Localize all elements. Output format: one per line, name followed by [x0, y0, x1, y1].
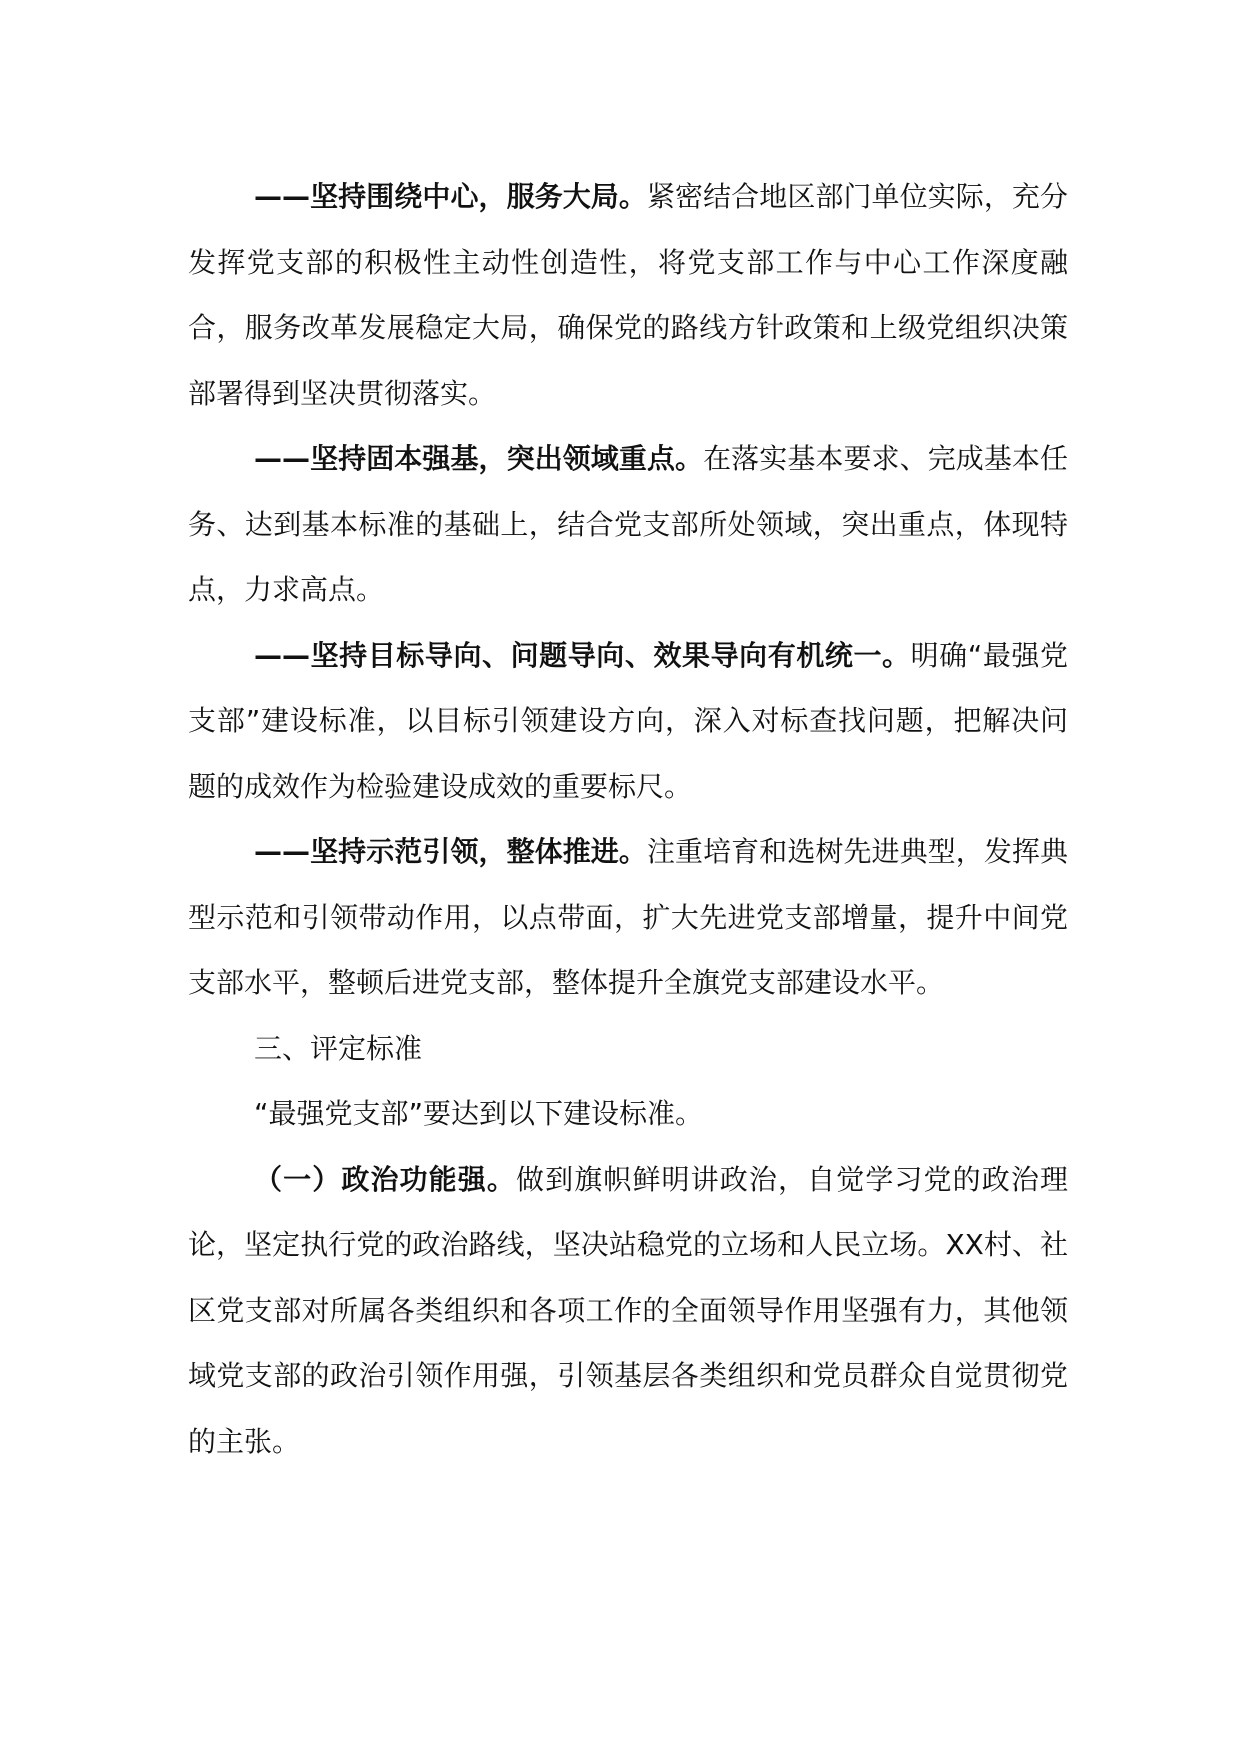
section-heading: 三、评定标准	[254, 1031, 423, 1065]
principle-lead: ——坚持围绕中心，服务大局。	[254, 180, 647, 213]
principle-body: 紧密结合地区部门单位实际，充分发挥党支部的积极性主动性创造性，将党支部工作与中心工作深度融合，服务改革发展稳定大局，确保党的路线方针政策和上级党组织决策部署得到坚决贯彻落实。	[188, 180, 1068, 410]
principle-body: 注重培育和选树先进典型，发挥典型示范和引领带动作用，以点带面，扩大先进党支部增量，提升中间党支部水平，整顿后进党支部，整体提升全旗党支部建设水平。	[188, 835, 1068, 999]
principle-paragraph-2	[188, 426, 1068, 623]
document-page	[188, 164, 1068, 1474]
standard-body: 做到旗帜鲜明讲政治，自觉学习党的政治理论，坚定执行党的政治路线，坚决站稳党的立场和人民立场。XX村、社区党支部对所属各类组织和各项工作的全面领导作用坚强有力，其他领域党支部的政治引领作用强，引领基层各类组织和党员群众自觉贯彻党的主张。	[188, 1162, 1068, 1458]
principle-lead: ——坚持目标导向、问题导向、效果导向有机统一。	[254, 638, 911, 672]
standard-paragraph-1	[188, 1147, 1068, 1475]
principle-paragraph-1	[188, 164, 1068, 426]
principle-body: 在落实基本要求、完成基本任务、达到基本标准的基础上，结合党支部所处领域，突出重点，体现特点，力求高点。	[188, 442, 1068, 606]
principle-lead: ——坚持示范引领，整体推进。	[254, 835, 647, 868]
standard-lead: （一）政治功能强。	[254, 1162, 516, 1196]
principle-body: 明确“最强党支部”建设标准，以目标引领建设方向，深入对标查找问题，把解决问题的成效作为检验建设成效的重要标尺。	[188, 638, 1068, 803]
principle-lead: ——坚持固本强基，突出领域重点。	[254, 442, 704, 475]
principle-paragraph-3	[188, 623, 1068, 820]
principle-paragraph-4	[188, 819, 1068, 1016]
section-intro: “最强党支部”要达到以下建设标准。	[254, 1097, 704, 1130]
